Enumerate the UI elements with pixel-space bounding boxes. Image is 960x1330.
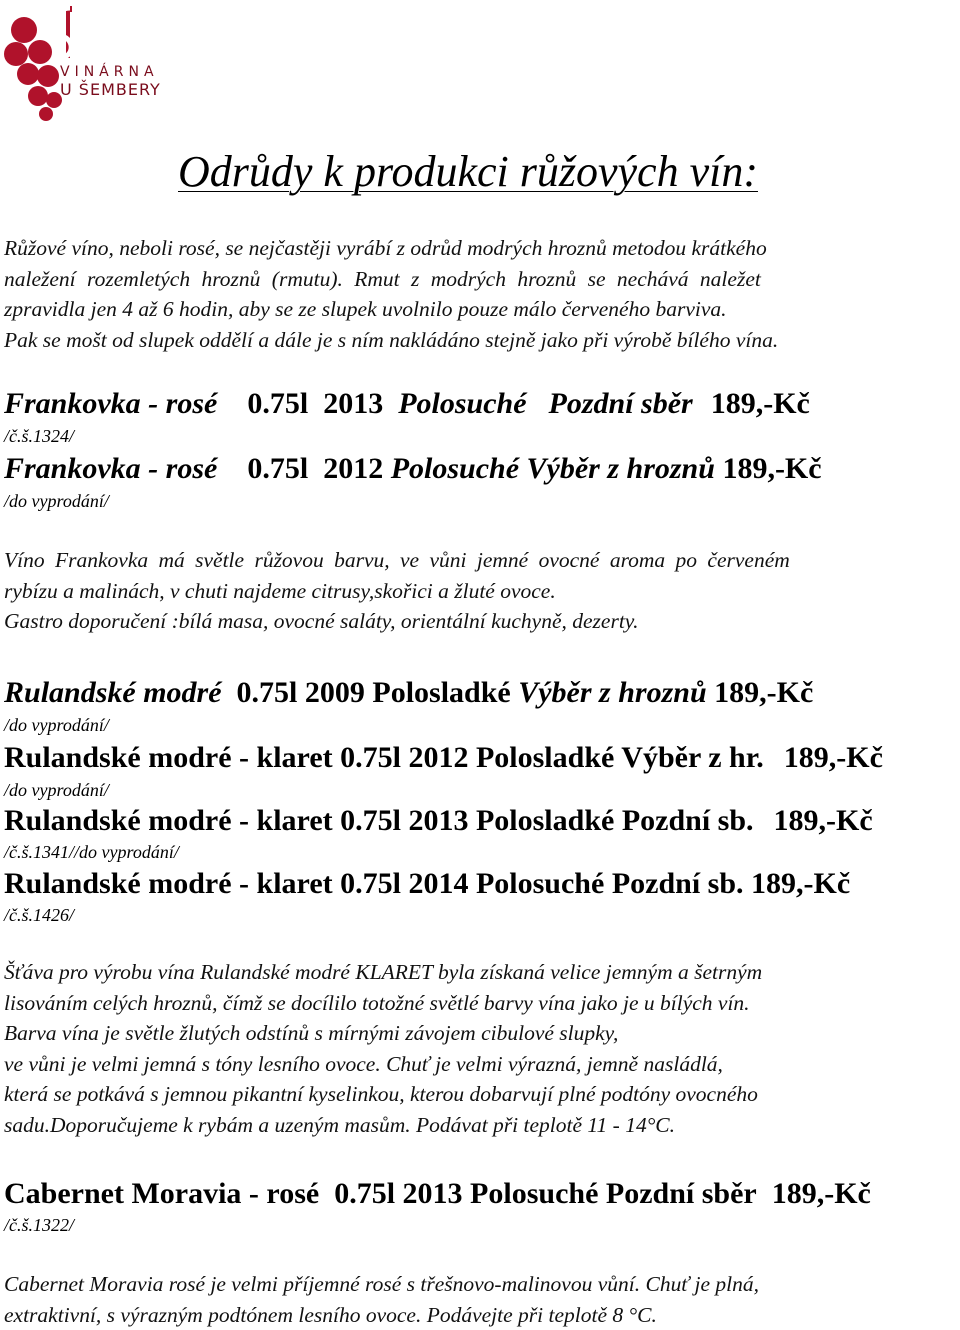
wine-note: /do vyprodání/: [4, 490, 109, 512]
logo-line-2: U ŠEMBERY: [60, 81, 144, 98]
wine-row: [4, 675, 813, 711]
intro-line: Pak se mošt od slupek oddělí a dále je s ním nakládáno stejně jako při výrobě bílého vína.: [4, 325, 959, 356]
wine-name: Frankovka - rosé: [4, 452, 217, 485]
wine-quality: Výběr z hr.: [621, 741, 764, 774]
description-line: lisováním celých hroznů, čímž se docílilo totožné světlé barvy vína jako je u bílých vín.: [4, 988, 959, 1019]
wine-year: 2013: [323, 387, 383, 420]
wine-volume: 0.75l: [247, 387, 308, 420]
wine-note: /č.š.1341//do vyprodání/: [4, 841, 179, 863]
winery-logo: [2, 2, 142, 122]
wine-price: 189,-Kč: [711, 387, 810, 420]
intro-paragraph: [4, 233, 959, 355]
wine-quality: Pozdní sb.: [612, 867, 744, 900]
klaret-description: [4, 957, 959, 1140]
wine-quality: Výběr z hroznů: [518, 676, 706, 709]
wine-year: 2009: [305, 676, 365, 709]
wine-volume: 0.75l: [237, 676, 298, 709]
wine-type: Polosuché: [391, 452, 519, 485]
grape-cluster-icon: [2, 2, 142, 122]
wine-year: 2013: [408, 804, 468, 837]
wine-name: Rulandské modré - klaret: [4, 804, 333, 837]
wine-type: Polosuché: [476, 867, 604, 900]
wine-price: 189,-Kč: [714, 676, 813, 709]
wine-row: [4, 740, 883, 776]
wine-type: Polosladké: [476, 804, 614, 837]
description-line: sadu.Doporučujeme k rybám a uzeným masům. Podávat při teplotě 11 - 14°C.: [4, 1110, 959, 1141]
wine-note: /č.š.1322/: [4, 1214, 74, 1236]
description-line: rybízu a malinách, v chuti najdeme citrusy,skořici a žluté ovoce.: [4, 576, 959, 607]
wine-quality: Pozdní sb.: [622, 804, 754, 837]
intro-line: naležení rozemletých hroznů (rmutu). Rmut z modrých hroznů se nechává naležet: [4, 264, 959, 295]
description-line: která se potkává s jemnou pikantní kyselinkou, kterou dobarvují plné podtóny ovocného: [4, 1079, 959, 1110]
wine-price: 189,-Kč: [774, 804, 873, 837]
wine-note: /č.š.1324/: [4, 425, 74, 447]
wine-price: 189,-Kč: [722, 452, 821, 485]
wine-price: 189,-Kč: [751, 867, 850, 900]
wine-quality: Pozdní sběr: [549, 387, 693, 420]
wine-name: Rulandské modré - klaret: [4, 741, 333, 774]
wine-year: 2014: [408, 867, 468, 900]
wine-year: 2013: [403, 1177, 463, 1210]
description-line: extraktivní, s výrazným podtónem lesního ovoce. Podávejte při teplotě 8 °C.: [4, 1300, 959, 1330]
description-line: Barva vína je světle žlutých odstínů s mírnými závojem cibulové slupky,: [4, 1018, 959, 1049]
description-line: Víno Frankovka má světle růžovou barvu, ve vůni jemné ovocné aroma po červeném: [4, 545, 959, 576]
wine-row: [4, 451, 822, 487]
wine-year: 2012: [408, 741, 468, 774]
wine-name: Cabernet Moravia - rosé: [4, 1177, 319, 1210]
wine-volume: 0.75l: [340, 867, 401, 900]
wine-volume: 0.75l: [340, 804, 401, 837]
wine-row: [4, 866, 850, 902]
wine-row: [4, 1176, 871, 1212]
frankovka-description: [4, 545, 959, 637]
cabernet-description: [4, 1269, 959, 1330]
logo-wordmark: [60, 64, 144, 98]
wine-volume: 0.75l: [340, 741, 401, 774]
description-line: Šťáva pro výrobu vína Rulandské modré KLARET byla získaná velice jemným a šetrným: [4, 957, 959, 988]
wine-name: Rulandské modré - klaret: [4, 867, 333, 900]
wine-volume: 0.75l: [247, 452, 308, 485]
wine-note: /do vyprodání/: [4, 714, 109, 736]
intro-line: zpravidla jen 4 až 6 hodin, aby se ze slupek uvolnilo pouze málo červeného barviva.: [4, 294, 959, 325]
wine-row: [4, 386, 810, 422]
wine-volume: 0.75l: [334, 1177, 395, 1210]
wine-note: /do vyprodání/: [4, 779, 109, 801]
description-line: Cabernet Moravia rosé je velmi příjemné rosé s třešnovo-malinovou vůní. Chuť je plná,: [4, 1269, 959, 1300]
wine-quality: Výběr z hroznů: [527, 452, 715, 485]
logo-line-1: VINÁRNA: [60, 64, 144, 81]
wine-row: [4, 803, 873, 839]
wine-name: Rulandské modré: [4, 676, 222, 709]
page-title: Odrůdy k produkci růžových vín:: [178, 146, 818, 197]
description-line: ve vůni je velmi jemná s tóny lesního ovoce. Chuť je velmi výrazná, jemně nasládlá,: [4, 1049, 959, 1080]
wine-type: Polosladké: [372, 676, 510, 709]
wine-price: 189,-Kč: [784, 741, 883, 774]
wine-name: Frankovka - rosé: [4, 387, 217, 420]
wine-note: /č.š.1426/: [4, 904, 74, 926]
intro-line: Růžové víno, neboli rosé, se nejčastěji vyrábí z odrůd modrých hroznů metodou krátkého: [4, 233, 959, 264]
wine-type: Polosuché: [398, 387, 526, 420]
wine-type: Polosuché: [470, 1177, 598, 1210]
wine-year: 2012: [323, 452, 383, 485]
wine-price: 189,-Kč: [772, 1177, 871, 1210]
wine-quality: Pozdní sběr: [606, 1177, 757, 1210]
wine-type: Polosladké: [476, 741, 614, 774]
description-line: Gastro doporučení :bílá masa, ovocné saláty, orientální kuchyně, dezerty.: [4, 606, 959, 637]
